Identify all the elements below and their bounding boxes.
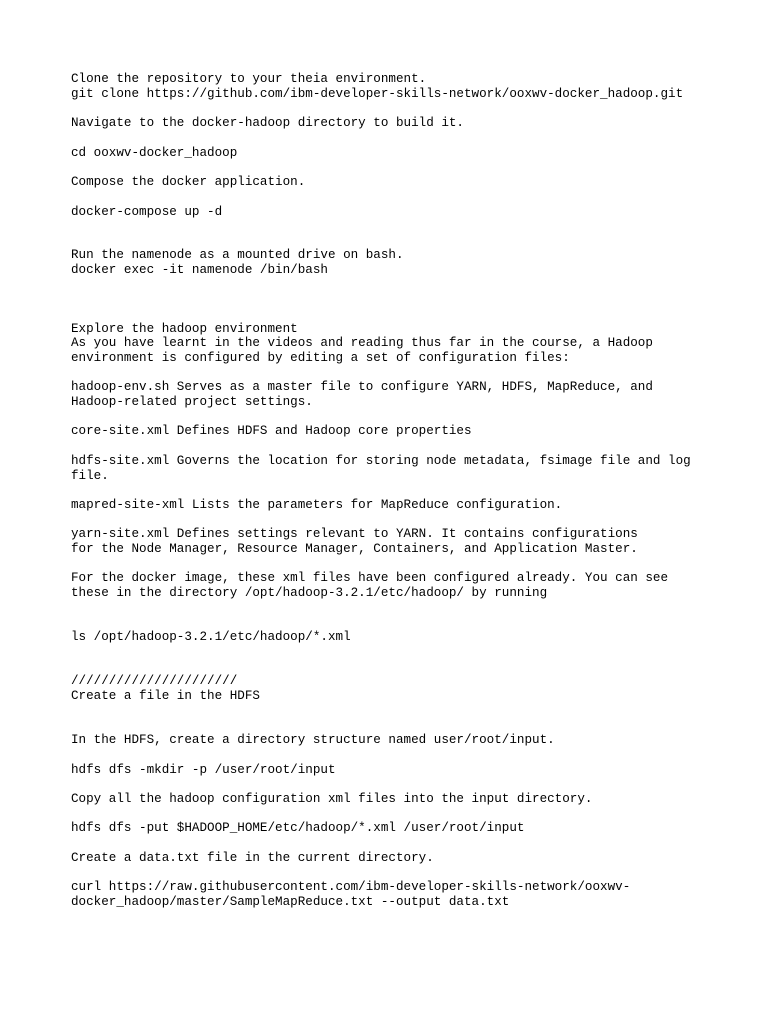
text-line: As you have learnt in the videos and reading thus far in the course, a Hadoop [71,336,653,350]
code-line: cd ooxwv-docker_hadoop [71,146,238,160]
text-line: Navigate to the docker-hadoop directory to build it. [71,116,464,130]
section-heading: Create a file in the HDFS [71,689,260,703]
code-line: docker-compose up -d [71,205,223,219]
text-line: Compose the docker application. [71,175,306,189]
code-line: hdfs dfs -put $HADOOP_HOME/etc/hadoop/*.xml /user/root/input [71,821,525,835]
text-line: core-site.xml Defines HDFS and Hadoop core properties [71,424,472,438]
text-line: Run the namenode as a mounted drive on bash. [71,248,404,262]
separator-line: ////////////////////// [71,674,238,688]
section-heading: Explore the hadoop environment [71,322,298,336]
code-line: hdfs dfs -mkdir -p /user/root/input [71,763,336,777]
code-line: ls /opt/hadoop-3.2.1/etc/hadoop/*.xml [71,630,351,644]
text-line: hadoop-env.sh Serves as a master file to configure YARN, HDFS, MapReduce, and [71,380,653,394]
text-line: Hadoop-related project settings. [71,395,313,409]
text-line: Clone the repository to your theia environment. [71,72,427,86]
code-line: git clone https://github.com/ibm-developer-skills-network/ooxwv-docker_hadoop.git [71,87,684,101]
text-line: hdfs-site.xml Governs the location for storing node metadata, fsimage file and log [71,454,691,468]
text-line: yarn-site.xml Defines settings relevant to YARN. It contains configurations [71,527,638,541]
text-line: mapred-site-xml Lists the parameters for MapReduce configuration. [71,498,563,512]
text-line: In the HDFS, create a directory structure named user/root/input. [71,733,555,747]
code-line: curl https://raw.githubusercontent.com/ibm-developer-skills-network/ooxwv- [71,880,631,894]
text-line: for the Node Manager, Resource Manager, Containers, and Application Master. [71,542,638,556]
text-line: Create a data.txt file in the current directory. [71,851,434,865]
text-line: For the docker image, these xml files have been configured already. You can see [71,571,669,585]
code-line: docker exec -it namenode /bin/bash [71,263,328,277]
text-line: environment is configured by editing a set of configuration files: [71,351,570,365]
text-line: these in the directory /opt/hadoop-3.2.1/etc/hadoop/ by running [71,586,548,600]
text-line: file. [71,469,109,483]
text-line: Copy all the hadoop configuration xml files into the input directory. [71,792,593,806]
code-line: docker_hadoop/master/SampleMapReduce.txt --output data.txt [71,895,510,909]
